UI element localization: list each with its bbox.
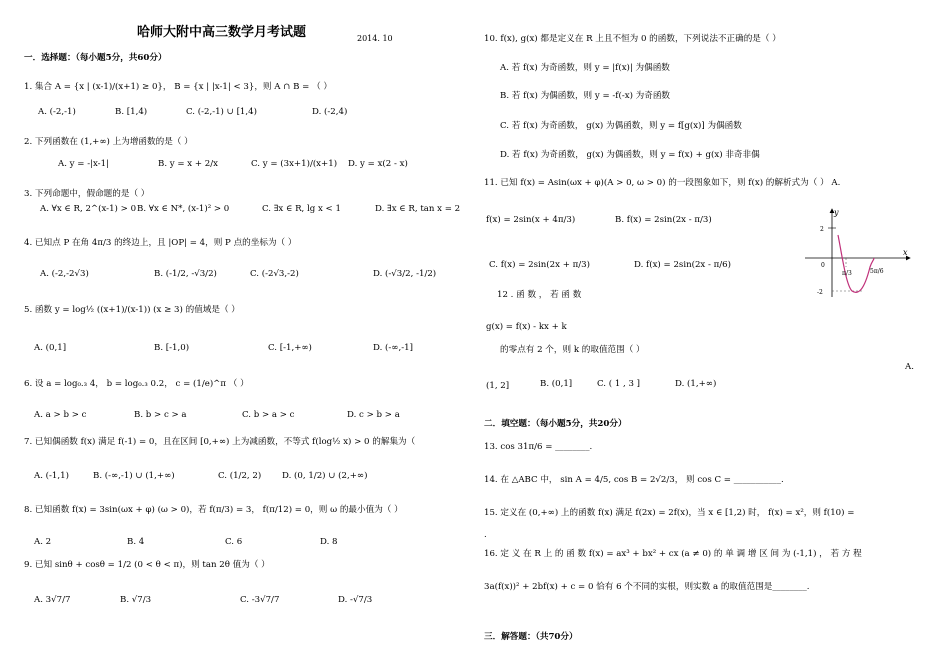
exam-date: 2014. 10 xyxy=(357,34,393,43)
question-stem: 6. 设 a = log₀.₃ 4， b = log₀.₃ 0.2， c = (1/e)^π （ ） xyxy=(24,379,249,389)
question-stem: 8. 已知函数 f(x) = 3sin(ωx + φ) (ω > 0)，若 f(π/3) = 3， f(π/12) = 0，则 ω 的最小值为（ ） xyxy=(24,505,403,515)
option-c: C. ( 1 , 3 ] xyxy=(597,379,641,389)
option-b: B. (0,1] xyxy=(540,379,573,389)
section-heading-answer: 三．解答题：（共70分） xyxy=(484,632,578,642)
question-stem: 12 . 函 数 ， 若 函 数 xyxy=(497,290,582,300)
option-a: A. 3√7/7 xyxy=(34,595,71,605)
question-stem: 11. 已知 f(x) = Asin(ωx + φ)(A > 0, ω > 0) 的一段图象如下，则 f(x) 的解析式为（ ） A. xyxy=(484,178,841,188)
option-d: D. (-∞,-1] xyxy=(373,343,413,353)
option-d: D. -√7/3 xyxy=(338,595,373,605)
option-a: f(x) = 2sin(x + 4π/3) xyxy=(486,215,576,225)
option-c: C. -3√7/7 xyxy=(240,595,280,605)
option-d: D. 若 f(x) 为奇函数， g(x) 为偶函数，则 y = f(x) + g(x) 非奇非偶 xyxy=(500,150,760,160)
option-a: (1, 2] xyxy=(486,381,510,391)
option-c: C. [-1,+∞) xyxy=(268,343,312,353)
option-b: B. (-1/2, -√3/2) xyxy=(154,269,217,279)
option-c: C. 若 f(x) 为奇函数， g(x) 为偶函数，则 y = f[g(x)] 为偶函数 xyxy=(500,121,742,131)
question-stem: 1. 集合 A = {x | (x-1)/(x+1) ≥ 0}， B = {x | |x-1| < 3}，则 A ∩ B = （ ） xyxy=(24,82,333,92)
option-b: B. [-1,0) xyxy=(154,343,190,353)
option-a-label: A. xyxy=(905,362,914,372)
option-a: A. (-2,-1) xyxy=(38,107,76,117)
question-13: 13. cos 31π/6 = ________. xyxy=(484,442,593,452)
question-stem: 10. f(x), g(x) 都是定义在 R 上且不恒为 0 的函数，下列说法不正确的是（ ） xyxy=(484,34,781,44)
option-a: A. a > b > c xyxy=(34,410,87,420)
option-b: B. 4 xyxy=(127,537,145,547)
option-c: C. (1/2, 2) xyxy=(218,471,262,481)
option-a: A. (0,1] xyxy=(34,343,67,353)
option-b: B. y = x + 2/x xyxy=(158,159,219,169)
option-a: A. 若 f(x) 为奇函数，则 y = |f(x)| 为偶函数 xyxy=(500,63,670,73)
question-14: 14. 在 △ABC 中， sin A = 4/5, cos B = 2√2/3， 则 cos C = ___________. xyxy=(484,475,784,485)
option-d: D. (-√3/2, -1/2) xyxy=(373,269,437,279)
option-b: B. √7/3 xyxy=(120,595,152,605)
option-a: A. y = -|x-1| xyxy=(58,159,109,169)
option-d: D. (1,+∞) xyxy=(675,379,717,389)
option-b: B. 若 f(x) 为偶函数，则 y = -f(-x) 为奇函数 xyxy=(500,91,671,101)
question-stem: 5. 函数 y = log½ ((x+1)/(x-1)) (x ≥ 3) 的值域是（ ） xyxy=(24,305,240,315)
question-stem: 9. 已知 sinθ + cosθ = 1/2 (0 < θ < π)，则 tan 2θ 值为（ ） xyxy=(24,560,270,570)
option-d: D. (-2,4) xyxy=(312,107,348,117)
x-axis-label: x xyxy=(903,248,908,257)
question-stem: 4. 已知点 P 在角 4π/3 的终边上，且 |OP| = 4，则 P 点的坐标为（ ） xyxy=(24,238,297,248)
page-title: 哈师大附中高三数学月考试题 xyxy=(137,25,307,40)
option-c: C. (-2√3,-2) xyxy=(250,269,299,279)
option-a: A. ∀x ∈ R, 2^(x-1) > 0 xyxy=(40,204,137,214)
option-c: C. 6 xyxy=(225,537,243,547)
option-d: D. (0, 1/2) ∪ (2,+∞) xyxy=(282,471,368,481)
x2-label: 5π/6 xyxy=(870,268,884,275)
option-b: B. (-∞,-1) ∪ (1,+∞) xyxy=(93,471,175,481)
question-16: 16. 定 义 在 R 上 的 函 数 f(x) = ax³ + bx² + cx (a ≠ 0) 的 单 调 增 区 间 为 (-1,1) ， 若 方 程 xyxy=(484,549,862,559)
question-stem: 7. 已知偶函数 f(x) 满足 f(-1) = 0，且在区间 [0,+∞) 上为减函数，不等式 f(log½ x) > 0 的解集为（ xyxy=(24,437,416,447)
y-bottom-label: -2 xyxy=(817,289,823,296)
sine-graph xyxy=(800,205,915,300)
x1-label: π/3 xyxy=(842,270,852,277)
option-d: D. c > b > a xyxy=(347,410,400,420)
question-15-tail: . xyxy=(484,530,487,540)
option-b: B. b > c > a xyxy=(134,410,187,420)
question-15: 15. 定义在 (0,+∞) 上的函数 f(x) 满足 f(2x) = 2f(x)，当 x ∈ [1,2) 时， f(x) = x²，则 f(10) = xyxy=(484,508,855,518)
option-a: A. (-1,1) xyxy=(34,471,69,481)
option-b: B. ∀x ∈ N*, (x-1)² > 0 xyxy=(137,204,230,214)
option-c: C. f(x) = 2sin(2x + π/3) xyxy=(489,260,590,270)
option-c: C. ∃x ∈ R, lg x < 1 xyxy=(262,204,341,214)
y-top-label: 2 xyxy=(820,226,824,233)
option-d: D. ∃x ∈ R, tan x = 2 xyxy=(375,204,461,214)
option-d: D. y = x(2 - x) xyxy=(348,159,408,169)
option-a: A. 2 xyxy=(34,537,52,547)
y-axis-label: y xyxy=(834,208,839,217)
option-d: D. f(x) = 2sin(2x - π/6) xyxy=(634,260,732,270)
section-heading-fill: 二．填空题：（每小题5分，共20分） xyxy=(484,419,627,429)
option-c: C. b > a > c xyxy=(242,410,295,420)
option-c: C. (-2,-1) ∪ [1,4) xyxy=(186,107,257,117)
section-heading-choice: 一．选择题：（每小题5分，共60分） xyxy=(24,53,167,63)
option-d: D. 8 xyxy=(320,537,338,547)
question-stem: 3. 下列命题中，假命题的是（ ） xyxy=(24,189,150,199)
option-c: C. y = (3x+1)/(x+1) xyxy=(251,159,338,169)
origin-label: 0 xyxy=(821,262,825,269)
option-a: A. (-2,-2√3) xyxy=(40,269,89,279)
question-stem-function: g(x) = f(x) - kx + k xyxy=(486,322,567,332)
option-b: B. f(x) = 2sin(2x - π/3) xyxy=(615,215,712,225)
question-stem: 2. 下列函数在 (1,+∞) 上为增函数的是（ ） xyxy=(24,137,193,147)
option-b: B. [1,4) xyxy=(115,107,148,117)
question-16-tail: 3a(f(x))² + 2bf(x) + c = 0 恰有 6 个不同的实根，则实数 a 的取值范围是________. xyxy=(484,582,810,592)
sine-curve xyxy=(838,235,874,292)
question-stem-tail: 的零点有 2 个，则 k 的取值范围（ ） xyxy=(500,345,645,355)
